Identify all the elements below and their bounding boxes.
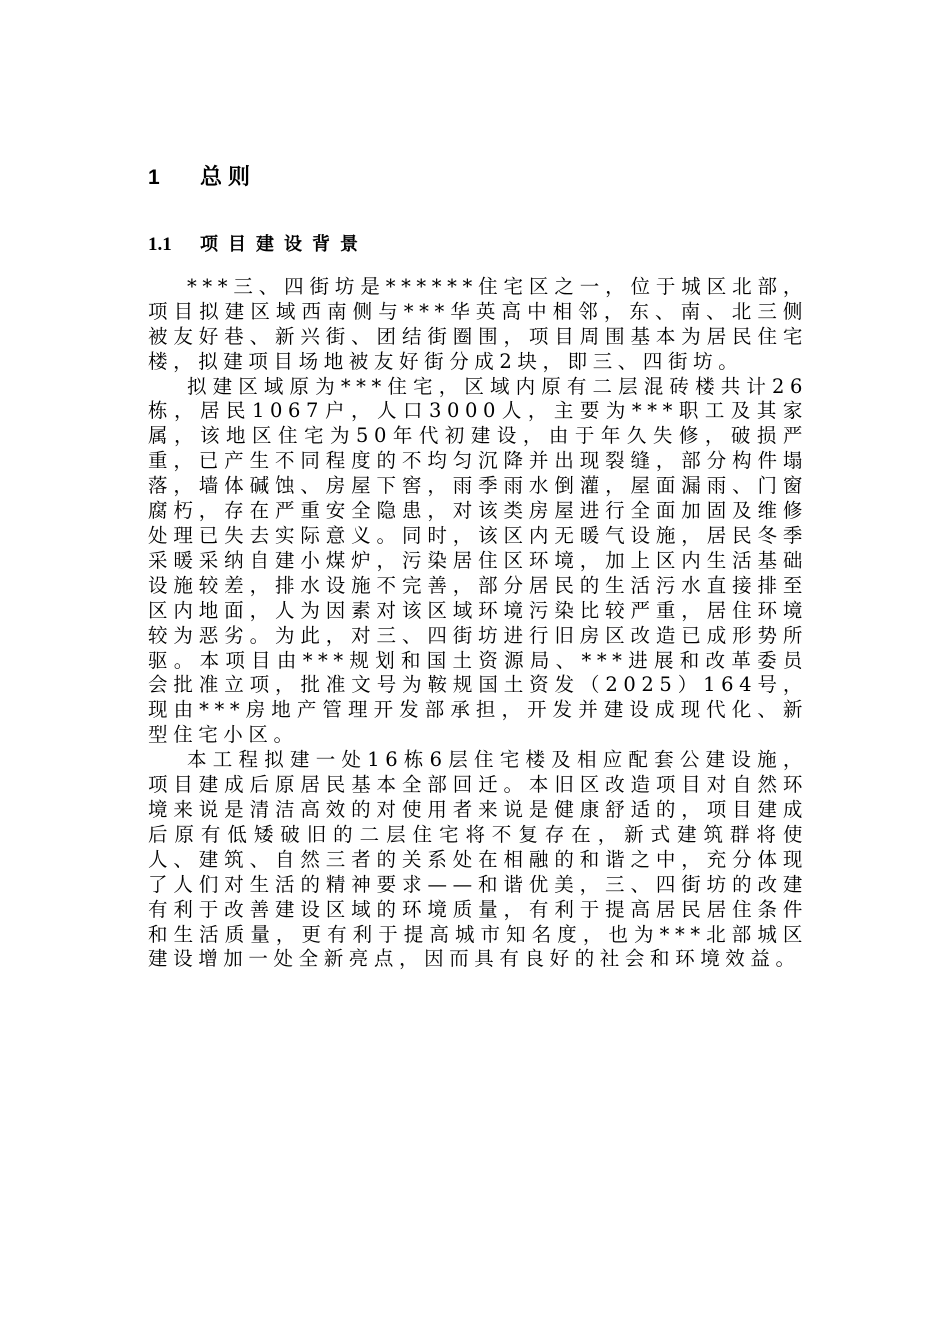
page-content xyxy=(148,160,808,972)
chapter-title: 总则 xyxy=(200,165,257,190)
body-text xyxy=(148,275,808,972)
chapter-heading xyxy=(148,160,808,196)
section-title: 项目建设背景 xyxy=(200,234,368,255)
section-number: 1.1 xyxy=(148,234,172,255)
paragraph-3: 本工程拟建一处16栋6层住宅楼及相应配套公建设施，项目建成后原居民基本全部回迁。本旧区改造项目对自然环境来说是清洁高效的对使用者来说是健康舒适的，项目建成后原有低矮破旧的二层住宅将不复存在，新式建筑群将使人、建筑、自然三者的关系处在相融的和谐之中，充分体现了人们对生活的精神要求——和谐优美，三、四街坊的改建有利于改善建设区域的环境质量，有利于提高居民居住条件和生活质量，更有利于提高城市知名度，也为***北部城区建设增加一处全新亮点，因而具有良好的社会和环境效益。 xyxy=(148,748,808,971)
paragraph-2: 拟建区域原为***住宅，区域内原有二层混砖楼共计26栋，居民1067户，人口3000人，主要为***职工及其家属，该地区住宅为50年代初建设，由于年久失修，破损严重，已产生不同程度的不均匀沉降并出现裂缝，部分构件塌落，墙体碱蚀、房屋下窖，雨季雨水倒灌，屋面漏雨、门窗腐朽，存在严重安全隐患，对该类房屋进行全面加固及维修处理已失去实际意义。同时，该区内无暖气设施，居民冬季采暖采纳自建小煤炉，污染居住区环境，加上区内生活基础设施较差，排水设施不完善，部分居民的生活污水直接排至区内地面，人为因素对该区域环境污染比较严重，居住环境较为恶劣。为此，对三、四街坊进行旧房区改造已成形势所驱。本项目由***规划和国土资源局、***进展和改革委员会批准立项，批准文号为鞍规国土资发（2025）164号，现由***房地产管理开发部承担，开发并建设成现代化、新型住宅小区。 xyxy=(148,374,808,747)
paragraph-1: ***三、四街坊是******住宅区之一，位于城区北部，项目拟建区域西南侧与***华英高中相邻，东、南、北三侧被友好巷、新兴街、团结街圈围，项目周围基本为居民住宅楼，拟建项目场地被友好街分成2块，即三、四街坊。 xyxy=(148,274,808,373)
chapter-number: 1 xyxy=(148,166,160,189)
section-heading xyxy=(148,230,808,260)
